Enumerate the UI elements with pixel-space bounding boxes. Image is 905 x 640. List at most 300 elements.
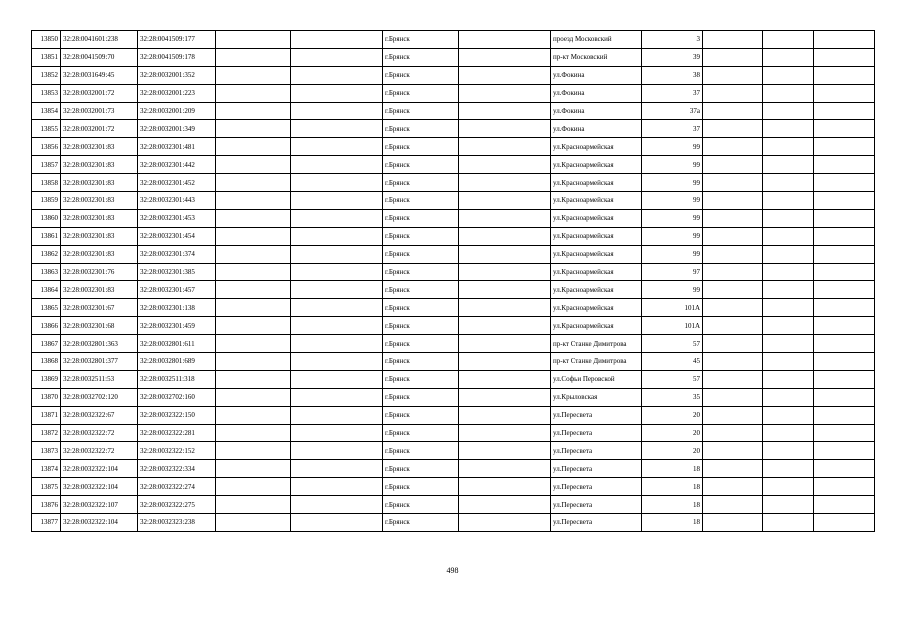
cadastral-parcel-cell: 32:28:0032301:67	[61, 299, 138, 317]
empty-cell	[703, 281, 763, 299]
house-number-cell: 20	[642, 424, 703, 442]
empty-cell	[459, 353, 551, 371]
empty-cell	[814, 353, 875, 371]
empty-cell	[703, 388, 763, 406]
empty-cell	[216, 31, 291, 49]
city-cell: г.Брянск	[383, 120, 459, 138]
street-cell: ул.Фокина	[551, 66, 642, 84]
city-cell: г.Брянск	[383, 227, 459, 245]
table-row	[32, 353, 875, 371]
cadastral-object-cell: 32:28:0032322:281	[138, 424, 216, 442]
cadastral-object-cell: 32:28:0032702:160	[138, 388, 216, 406]
empty-cell	[703, 192, 763, 210]
street-cell: ул.Красноармейская	[551, 192, 642, 210]
empty-cell	[763, 424, 814, 442]
empty-cell	[216, 460, 291, 478]
cadastral-parcel-cell: 32:28:0032001:73	[61, 102, 138, 120]
cadastral-object-cell: 32:28:0032801:611	[138, 335, 216, 353]
table-row	[32, 424, 875, 442]
empty-cell	[763, 66, 814, 84]
empty-cell	[814, 48, 875, 66]
row-number-cell: 13862	[32, 245, 61, 263]
city-cell: г.Брянск	[383, 245, 459, 263]
empty-cell	[459, 66, 551, 84]
empty-cell	[814, 424, 875, 442]
house-number-cell: 101А	[642, 317, 703, 335]
empty-cell	[763, 281, 814, 299]
empty-cell	[216, 245, 291, 263]
table-row	[32, 406, 875, 424]
empty-cell	[814, 156, 875, 174]
cadastral-parcel-cell: 32:28:0032301:83	[61, 192, 138, 210]
street-cell: проезд Московский	[551, 31, 642, 49]
house-number-cell: 37	[642, 120, 703, 138]
empty-cell	[763, 156, 814, 174]
street-cell: ул.Красноармейская	[551, 174, 642, 192]
cadastral-object-cell: 32:28:0032001:223	[138, 84, 216, 102]
empty-cell	[763, 209, 814, 227]
empty-cell	[763, 388, 814, 406]
empty-cell	[459, 227, 551, 245]
empty-cell	[216, 406, 291, 424]
cadastral-parcel-cell: 32:28:0032322:67	[61, 406, 138, 424]
empty-cell	[291, 102, 383, 120]
empty-cell	[291, 192, 383, 210]
house-number-cell: 37	[642, 84, 703, 102]
empty-cell	[703, 424, 763, 442]
city-cell: г.Брянск	[383, 388, 459, 406]
empty-cell	[763, 335, 814, 353]
cadastral-object-cell: 32:28:0041509:177	[138, 31, 216, 49]
table-row	[32, 192, 875, 210]
street-cell: ул.Фокина	[551, 102, 642, 120]
row-number-cell: 13853	[32, 84, 61, 102]
cadastral-parcel-cell: 32:28:0032322:107	[61, 496, 138, 514]
empty-cell	[291, 370, 383, 388]
house-number-cell: 99	[642, 209, 703, 227]
empty-cell	[703, 406, 763, 424]
table-row	[32, 209, 875, 227]
row-number-cell: 13856	[32, 138, 61, 156]
house-number-cell: 57	[642, 335, 703, 353]
empty-cell	[814, 120, 875, 138]
empty-cell	[216, 317, 291, 335]
empty-cell	[814, 209, 875, 227]
empty-cell	[814, 299, 875, 317]
house-number-cell: 39	[642, 48, 703, 66]
table-row	[32, 174, 875, 192]
street-cell: ул.Софьи Перовской	[551, 370, 642, 388]
empty-cell	[291, 335, 383, 353]
empty-cell	[703, 514, 763, 532]
empty-cell	[814, 370, 875, 388]
cadastral-parcel-cell: 32:28:0032301:83	[61, 209, 138, 227]
table-row	[32, 84, 875, 102]
empty-cell	[703, 335, 763, 353]
empty-cell	[291, 496, 383, 514]
empty-cell	[703, 66, 763, 84]
cadastral-parcel-cell: 32:28:0041601:238	[61, 31, 138, 49]
empty-cell	[216, 156, 291, 174]
empty-cell	[703, 156, 763, 174]
empty-cell	[459, 120, 551, 138]
table-row	[32, 388, 875, 406]
city-cell: г.Брянск	[383, 31, 459, 49]
empty-cell	[216, 299, 291, 317]
empty-cell	[703, 442, 763, 460]
house-number-cell: 38	[642, 66, 703, 84]
cadastral-object-cell: 32:28:0032301:138	[138, 299, 216, 317]
empty-cell	[814, 138, 875, 156]
empty-cell	[763, 263, 814, 281]
row-number-cell: 13859	[32, 192, 61, 210]
empty-cell	[216, 281, 291, 299]
empty-cell	[703, 245, 763, 263]
street-cell: ул.Красноармейская	[551, 317, 642, 335]
empty-cell	[814, 388, 875, 406]
row-number-cell: 13874	[32, 460, 61, 478]
empty-cell	[703, 460, 763, 478]
cadastral-parcel-cell: 32:28:0032511:53	[61, 370, 138, 388]
empty-cell	[814, 263, 875, 281]
city-cell: г.Брянск	[383, 174, 459, 192]
empty-cell	[459, 84, 551, 102]
house-number-cell: 37а	[642, 102, 703, 120]
house-number-cell: 3	[642, 31, 703, 49]
empty-cell	[763, 102, 814, 120]
city-cell: г.Брянск	[383, 281, 459, 299]
city-cell: г.Брянск	[383, 406, 459, 424]
empty-cell	[703, 263, 763, 281]
cadastral-object-cell: 32:28:0032001:209	[138, 102, 216, 120]
empty-cell	[459, 442, 551, 460]
table-row	[32, 66, 875, 84]
empty-cell	[459, 138, 551, 156]
empty-cell	[459, 281, 551, 299]
city-cell: г.Брянск	[383, 209, 459, 227]
empty-cell	[814, 66, 875, 84]
city-cell: г.Брянск	[383, 478, 459, 496]
street-cell: пр-кт Московский	[551, 48, 642, 66]
street-cell: пр-кт Станке Димитрова	[551, 335, 642, 353]
empty-cell	[459, 192, 551, 210]
empty-cell	[763, 353, 814, 371]
row-number-cell: 13854	[32, 102, 61, 120]
empty-cell	[814, 496, 875, 514]
cadastral-object-cell: 32:28:0032301:385	[138, 263, 216, 281]
empty-cell	[291, 138, 383, 156]
cadastral-parcel-cell: 32:28:0041509:70	[61, 48, 138, 66]
cadastral-parcel-cell: 32:28:0032301:83	[61, 245, 138, 263]
empty-cell	[703, 299, 763, 317]
city-cell: г.Брянск	[383, 317, 459, 335]
city-cell: г.Брянск	[383, 299, 459, 317]
cadastral-object-cell: 32:28:0032301:457	[138, 281, 216, 299]
row-number-cell: 13864	[32, 281, 61, 299]
empty-cell	[459, 102, 551, 120]
table-row	[32, 156, 875, 174]
row-number-cell: 13877	[32, 514, 61, 532]
city-cell: г.Брянск	[383, 192, 459, 210]
empty-cell	[459, 174, 551, 192]
empty-cell	[459, 156, 551, 174]
empty-cell	[291, 353, 383, 371]
empty-cell	[459, 406, 551, 424]
row-number-cell: 13855	[32, 120, 61, 138]
city-cell: г.Брянск	[383, 263, 459, 281]
cadastral-object-cell: 32:28:0032301:459	[138, 317, 216, 335]
row-number-cell: 13860	[32, 209, 61, 227]
cadastral-object-cell: 32:28:0032301:454	[138, 227, 216, 245]
cadastral-object-cell: 32:28:0032323:238	[138, 514, 216, 532]
city-cell: г.Брянск	[383, 442, 459, 460]
empty-cell	[763, 370, 814, 388]
table-row	[32, 478, 875, 496]
empty-cell	[216, 227, 291, 245]
empty-cell	[763, 31, 814, 49]
table-row	[32, 48, 875, 66]
empty-cell	[763, 84, 814, 102]
row-number-cell: 13871	[32, 406, 61, 424]
empty-cell	[763, 299, 814, 317]
empty-cell	[216, 424, 291, 442]
table-row	[32, 496, 875, 514]
house-number-cell: 99	[642, 281, 703, 299]
row-number-cell: 13852	[32, 66, 61, 84]
empty-cell	[814, 442, 875, 460]
row-number-cell: 13870	[32, 388, 61, 406]
empty-cell	[763, 227, 814, 245]
empty-cell	[814, 335, 875, 353]
empty-cell	[291, 388, 383, 406]
cadastral-parcel-cell: 32:28:0032301:83	[61, 156, 138, 174]
cadastral-parcel-cell: 32:28:0032322:72	[61, 424, 138, 442]
cadastral-parcel-cell: 32:28:0032301:76	[61, 263, 138, 281]
table-row	[32, 138, 875, 156]
empty-cell	[703, 478, 763, 496]
table-row	[32, 102, 875, 120]
street-cell: ул.Фокина	[551, 120, 642, 138]
cadastral-parcel-cell: 32:28:0032301:83	[61, 174, 138, 192]
empty-cell	[763, 496, 814, 514]
cadastral-object-cell: 32:28:0032322:152	[138, 442, 216, 460]
table-row	[32, 370, 875, 388]
house-number-cell: 99	[642, 138, 703, 156]
table-row	[32, 245, 875, 263]
house-number-cell: 99	[642, 174, 703, 192]
cadastral-parcel-cell: 32:28:0032301:68	[61, 317, 138, 335]
city-cell: г.Брянск	[383, 48, 459, 66]
row-number-cell: 13850	[32, 31, 61, 49]
street-cell: ул.Пересвета	[551, 514, 642, 532]
row-number-cell: 13863	[32, 263, 61, 281]
cadastral-object-cell: 32:28:0032511:318	[138, 370, 216, 388]
empty-cell	[216, 478, 291, 496]
empty-cell	[763, 48, 814, 66]
cadastral-object-cell: 32:28:0032301:443	[138, 192, 216, 210]
empty-cell	[291, 209, 383, 227]
empty-cell	[291, 48, 383, 66]
empty-cell	[703, 102, 763, 120]
street-cell: ул.Красноармейская	[551, 227, 642, 245]
table-row	[32, 335, 875, 353]
empty-cell	[703, 174, 763, 192]
empty-cell	[216, 66, 291, 84]
cadastral-object-cell: 32:28:0032322:334	[138, 460, 216, 478]
empty-cell	[291, 424, 383, 442]
empty-cell	[814, 174, 875, 192]
empty-cell	[703, 227, 763, 245]
cadastral-parcel-cell: 32:28:0032001:72	[61, 120, 138, 138]
row-number-cell: 13875	[32, 478, 61, 496]
cadastral-parcel-cell: 32:28:0032801:363	[61, 335, 138, 353]
table-row	[32, 299, 875, 317]
cadastral-object-cell: 32:28:0032001:352	[138, 66, 216, 84]
empty-cell	[763, 406, 814, 424]
page-number: 498	[446, 566, 459, 575]
street-cell: ул.Пересвета	[551, 442, 642, 460]
empty-cell	[216, 138, 291, 156]
empty-cell	[703, 209, 763, 227]
empty-cell	[459, 370, 551, 388]
house-number-cell: 20	[642, 406, 703, 424]
empty-cell	[216, 353, 291, 371]
empty-cell	[763, 460, 814, 478]
house-number-cell: 18	[642, 496, 703, 514]
empty-cell	[291, 478, 383, 496]
cadastral-object-cell: 32:28:0032322:275	[138, 496, 216, 514]
street-cell: ул.Красноармейская	[551, 245, 642, 263]
empty-cell	[216, 496, 291, 514]
house-number-cell: 99	[642, 156, 703, 174]
row-number-cell: 13865	[32, 299, 61, 317]
street-cell: ул.Пересвета	[551, 406, 642, 424]
city-cell: г.Брянск	[383, 335, 459, 353]
empty-cell	[814, 102, 875, 120]
house-number-cell: 99	[642, 192, 703, 210]
table-body	[32, 31, 875, 532]
house-number-cell: 99	[642, 227, 703, 245]
empty-cell	[291, 460, 383, 478]
empty-cell	[763, 174, 814, 192]
empty-cell	[291, 227, 383, 245]
row-number-cell: 13868	[32, 353, 61, 371]
empty-cell	[291, 245, 383, 263]
empty-cell	[459, 31, 551, 49]
row-number-cell: 13866	[32, 317, 61, 335]
empty-cell	[459, 388, 551, 406]
empty-cell	[216, 388, 291, 406]
empty-cell	[459, 299, 551, 317]
cadastral-parcel-cell: 32:28:0032702:120	[61, 388, 138, 406]
house-number-cell: 18	[642, 514, 703, 532]
city-cell: г.Брянск	[383, 102, 459, 120]
empty-cell	[763, 478, 814, 496]
street-cell: ул.Красноармейская	[551, 209, 642, 227]
cadastral-object-cell: 32:28:0032322:274	[138, 478, 216, 496]
empty-cell	[763, 514, 814, 532]
house-number-cell: 18	[642, 478, 703, 496]
cadastral-parcel-cell: 32:28:0032322:104	[61, 478, 138, 496]
empty-cell	[814, 31, 875, 49]
row-number-cell: 13851	[32, 48, 61, 66]
city-cell: г.Брянск	[383, 84, 459, 102]
city-cell: г.Брянск	[383, 353, 459, 371]
empty-cell	[814, 317, 875, 335]
empty-cell	[459, 48, 551, 66]
empty-cell	[703, 84, 763, 102]
cadastral-parcel-cell: 32:28:0032801:377	[61, 353, 138, 371]
street-cell: ул.Красноармейская	[551, 281, 642, 299]
empty-cell	[291, 31, 383, 49]
street-cell: ул.Красноармейская	[551, 263, 642, 281]
city-cell: г.Брянск	[383, 156, 459, 174]
empty-cell	[459, 245, 551, 263]
house-number-cell: 101А	[642, 299, 703, 317]
city-cell: г.Брянск	[383, 424, 459, 442]
street-cell: ул.Красноармейская	[551, 156, 642, 174]
empty-cell	[216, 263, 291, 281]
house-number-cell: 99	[642, 245, 703, 263]
empty-cell	[814, 406, 875, 424]
table-row	[32, 442, 875, 460]
empty-cell	[291, 174, 383, 192]
empty-cell	[814, 460, 875, 478]
cadastral-parcel-cell: 32:28:0032322:104	[61, 514, 138, 532]
empty-cell	[703, 317, 763, 335]
empty-cell	[459, 335, 551, 353]
house-number-cell: 45	[642, 353, 703, 371]
empty-cell	[763, 442, 814, 460]
street-cell: ул.Красноармейская	[551, 138, 642, 156]
cadastral-object-cell: 32:28:0032001:349	[138, 120, 216, 138]
empty-cell	[703, 496, 763, 514]
city-cell: г.Брянск	[383, 514, 459, 532]
empty-cell	[291, 281, 383, 299]
empty-cell	[814, 227, 875, 245]
empty-cell	[814, 514, 875, 532]
cadastral-object-cell: 32:28:0032301:481	[138, 138, 216, 156]
cadastral-parcel-cell: 32:28:0032301:83	[61, 138, 138, 156]
table-row	[32, 227, 875, 245]
empty-cell	[703, 31, 763, 49]
cadastral-object-cell: 32:28:0032301:442	[138, 156, 216, 174]
cadastral-parcel-cell: 32:28:0032001:72	[61, 84, 138, 102]
city-cell: г.Брянск	[383, 460, 459, 478]
row-number-cell: 13867	[32, 335, 61, 353]
empty-cell	[459, 478, 551, 496]
empty-cell	[216, 335, 291, 353]
cadastral-object-cell: 32:28:0032322:150	[138, 406, 216, 424]
empty-cell	[216, 84, 291, 102]
house-number-cell: 35	[642, 388, 703, 406]
empty-cell	[216, 120, 291, 138]
empty-cell	[703, 353, 763, 371]
row-number-cell: 13861	[32, 227, 61, 245]
street-cell: пр-кт Станке Димитрова	[551, 353, 642, 371]
row-number-cell: 13872	[32, 424, 61, 442]
street-cell: ул.Пересвета	[551, 424, 642, 442]
empty-cell	[291, 263, 383, 281]
empty-cell	[459, 263, 551, 281]
empty-cell	[291, 120, 383, 138]
table-row	[32, 120, 875, 138]
cadastral-object-cell: 32:28:0041509:178	[138, 48, 216, 66]
city-cell: г.Брянск	[383, 138, 459, 156]
city-cell: г.Брянск	[383, 370, 459, 388]
cadastral-object-cell: 32:28:0032801:689	[138, 353, 216, 371]
empty-cell	[814, 478, 875, 496]
